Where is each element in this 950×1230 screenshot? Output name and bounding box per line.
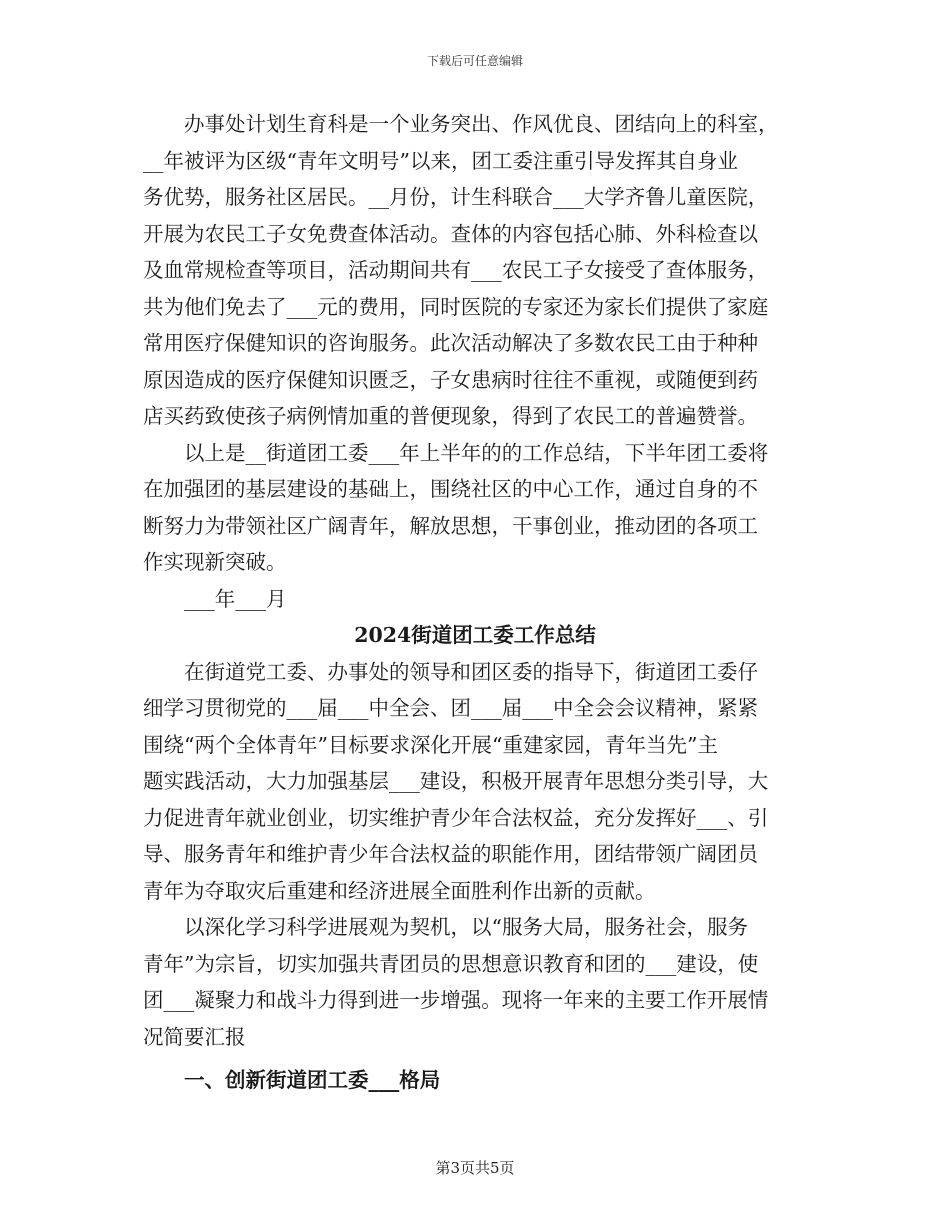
text-line: 青年”为宗旨，切实加强共青团员的思想意识教育和团的___建设，使 xyxy=(143,951,759,976)
text-line: 开展为农民工子女免费查体活动。查体的内容包括心肺、外科检查以 xyxy=(143,221,758,246)
text-line: 力促进青年就业创业，切实维护青少年合法权益，充分发挥好___、引 xyxy=(143,805,769,830)
text-line: 题实践活动，大力加强基层___建设，积极开展青年思想分类引导，大 xyxy=(143,769,769,793)
text-line: 共为他们免去了___元的费用，同时医院的专家还为家长们提供了家庭 xyxy=(143,294,769,319)
text-line: 作实现新突破。 xyxy=(143,550,287,574)
paragraph-3 xyxy=(143,654,807,910)
text-line: 以上是__街道团工委___年上半年的的工作总结，下半年团工委将 xyxy=(184,440,769,465)
text-line: 常用医疗保健知识的咨询服务。此次活动解决了多数农民工由于种种 xyxy=(143,331,758,355)
page-footer: 第3页共5页 xyxy=(435,1159,515,1177)
text-line: 围绕“两个全体青年”目标要求深化开展“重建家园，青年当先”主 xyxy=(143,732,718,757)
text-line: 以深化学习科学进展观为契机，以“服务大局，服务社会，服务 xyxy=(184,915,748,939)
text-line: 细学习贯彻党的___届___中全会、团___届___中全会会议精神，紧紧 xyxy=(143,696,758,720)
text-line: 在街道党工委、办事处的领导和团区委的指导下，街道团工委仔 xyxy=(184,659,758,684)
document-title: 2024街道团工委工作总结 xyxy=(354,623,596,647)
text-line: 务优势，服务社区居民。__月份，计生科联合___大学齐鲁儿童医院， xyxy=(143,185,769,209)
text-line: 况简要汇报 xyxy=(143,1024,246,1049)
text-line: __年被评为区级“青年文明号”以来，团工委注重引导发挥其自身业 xyxy=(143,148,738,173)
date-line: ___年___月 xyxy=(184,586,287,611)
text-line: 导、服务青年和维护青少年合法权益的职能作用，团结带领广阔团员 xyxy=(143,842,758,866)
header-note: 下载后可任意编辑 xyxy=(426,54,523,68)
text-line: 原因造成的医疗保健知识匮乏，子女患病时往往不重视，或随便到药 xyxy=(143,367,758,392)
paragraph-4 xyxy=(143,909,807,1055)
text-line: 断努力为带领社区广阔青年，解放思想，干事创业，推动团的各项工 xyxy=(143,513,758,538)
section-heading: 一、创新街道团工委___格局 xyxy=(184,1068,441,1092)
paragraph-1 xyxy=(143,106,807,435)
document-body xyxy=(143,106,807,1099)
paragraph-2 xyxy=(143,435,807,581)
text-line: 在加强团的基层建设的基础上，围绕社区的中心工作，通过自身的不 xyxy=(143,477,758,501)
text-line: 及血常规检查等项目，活动期间共有___农民工子女接受了查体服务， xyxy=(143,258,769,282)
text-line: 店买药致使孩子病例情加重的普便现象，得到了农民工的普遍赞誉。 xyxy=(143,404,758,428)
text-line: 青年为夺取灾后重建和经济进展全面胜利作出新的贡献。 xyxy=(143,878,656,903)
text-line: 办事处计划生育科是一个业务突出、作风优良、团结向上的科室， xyxy=(184,112,779,136)
text-line: 团___凝聚力和战斗力得到进一步增强。现将一年来的主要工作开展情 xyxy=(143,988,769,1012)
